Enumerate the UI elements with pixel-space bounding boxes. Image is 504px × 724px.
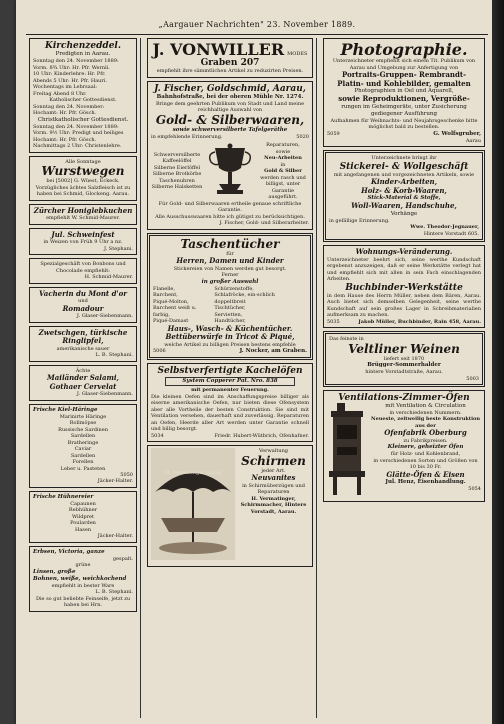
taschentuecher-ad [147, 233, 313, 361]
fischer-addr: Bahnhofstraße, bei der oberen Mühle Nr. 1274. [156, 93, 304, 100]
photo-loc: Aarau [465, 137, 481, 144]
tasch-left-item: Piqué-Damast [153, 318, 189, 324]
vacherin-sub: und [78, 298, 88, 304]
tasch-title: Taschentücher [180, 236, 280, 251]
haering-name: Jäcker-Halter. [97, 478, 133, 484]
christ-line: Nachmittags 2 Uhr: Christenlehre. [33, 143, 122, 149]
gold-title: Gold- & Silberwaaren, [155, 112, 305, 127]
salami-name: J. Glaser-Siebenmann. [76, 391, 133, 397]
tasch-left-item: Piqué-Molton, [153, 298, 189, 305]
vonw-name: J. VONWILLER [152, 40, 285, 59]
schirm-title: Schirmen [241, 453, 306, 468]
bonbons-body: Spezialgeschäft von Bonbons und Chocolade empfiehlt: [40, 261, 126, 274]
haering-item: Sardellen [70, 452, 96, 459]
zwetsch-title: Zwetschgen, türkische [38, 327, 128, 337]
trophy-cup-icon [207, 142, 253, 200]
wohnung-ad [323, 245, 485, 328]
velt-pre: Das feinste in [329, 336, 364, 342]
heiz-sig: Jul. Henz, Eisenhandlung. [385, 479, 466, 485]
photo-line: Platin- und Kohlebilder, gemalten [337, 78, 471, 88]
woll-title: Woll-Waaren, Handschuhe, [351, 201, 457, 210]
stick-title: Stickerei- & Wollgeschäft [339, 161, 469, 172]
haering-item: Bratheringe [67, 439, 99, 446]
tasch-left-list [153, 286, 214, 325]
kirch-title: Kirchenzeddel. [45, 41, 121, 51]
gold-left-block [151, 152, 203, 191]
vonw-sub: empfiehlt ihre sämmtlichen Artikel zu reduzirten Preisen. [156, 68, 304, 74]
haering-item: Russische Sardinen [58, 426, 108, 433]
scan-edge [492, 0, 504, 724]
woh-body: Unterzeichneter beehrt sich, seine werthe Kundschaft ergebenst anzuzeigen, daß er seine Werkstätte verlegt hat und empfiehlt sich mit allen in sein Fach einschlagenden Arbeiten. [327, 256, 481, 282]
tasch-right-item: Schlafröcke, ein-schlich doppeltbreit [214, 292, 275, 305]
buch-num: 5035 [327, 318, 340, 325]
tasch-right-item: Tischtücher, [214, 305, 246, 311]
photo-line: Portraits-Gruppen- Rembrandt- [342, 70, 466, 79]
vent-neu: Neueste, zeitweilig beste Konstruktion aus der [371, 416, 480, 429]
kleinere-title: Kleinere, geheizter Öfen [387, 444, 464, 450]
schirm-name: H. Vermatinger, Schirmmacher, Hintere Vorstadt, Aarau. [240, 495, 307, 515]
bohnen: Bohnen, weiße, weichkochend [33, 575, 127, 582]
veltliner-ad [323, 331, 485, 387]
haering-title: Frische Kiel-Häringe [33, 406, 98, 413]
tasch-right-item: Handtücher, [214, 318, 246, 324]
photo-line: gediegener Ausführung [371, 110, 437, 117]
huehner-item: Wildpret [71, 513, 94, 520]
haering-num: 5050 [120, 472, 133, 478]
fischer-sub: Bringe dem geehrten Publikum von Stadt und Land meine reichhaltige Auswahl von [155, 100, 305, 113]
kachel-3: mit permanenter Feuerung. [191, 387, 269, 393]
bonbons-name: H. Schmid-Maurer. [84, 274, 133, 280]
salami-pre: Ächte [75, 367, 91, 374]
wurst-body: Vorzügliches ächtes Salzfleisch ist zu haben bei Schmid, Glockeng. Aarau. [35, 184, 131, 197]
ringli-name: L. B. Stephani. [95, 352, 133, 358]
stick-rec: in gefällige Erinnerung. [329, 217, 390, 224]
bett-sub: welche Artikel zu billigen Preisen bestens empfehle [164, 341, 296, 348]
vent-fab2: zu Fabrikpreisen. [403, 437, 448, 444]
vent-num: 5054 [468, 486, 481, 492]
gold-rec: in empfehlende Erinnerung. [151, 133, 223, 140]
gold-right-item: in [280, 161, 286, 168]
huehner-title: Frische Hühnereier [33, 493, 94, 500]
kirchenzeddel-ad [29, 38, 137, 153]
kirch-line: 10 Uhr: Kinderlehre: Hr. Pfr. [33, 71, 106, 77]
velt-sub: liefert seit 1870 [383, 355, 425, 362]
kachel-body: Die kleinen Oefen sind im Anschaffungspreise billiger als eiserne amerikanische Oefen, nur bieten diese Ofensystem aber alle Vortheile der besten Construktion. Sie sind mit Ventilation versehen, dauerhaft und zuverlässig. Reparaturen an Oefen, Heerde aller Art werden unter Garantie schnell und billig besorgt. [151, 393, 309, 432]
ringli-title: Ringlipfel, [62, 336, 104, 345]
velt-title: Veltliner Weinen [348, 341, 460, 356]
schirm-neu: Neuvanites [251, 473, 296, 482]
photo-num: 5059 [327, 130, 340, 137]
gold-sub: sowie schwerversilberte Tafelgeräthe [172, 126, 288, 133]
salami-2: Gothaer Cervelat [49, 381, 117, 391]
newspaper-page [16, 0, 492, 724]
schirm-ad [147, 445, 313, 567]
kirch-line: Freitag Abend 8 Uhr. [33, 90, 87, 97]
kirch-sub: Predigten in Aarau. [55, 51, 111, 57]
tasch-4: Ferner [221, 272, 239, 278]
salami-ad [29, 365, 137, 401]
gold-line: Für Gold- und Silberwaaren ertheile genaue schriftliche Garantie. [158, 200, 302, 213]
stick-sig: Wwe. Theodor-Jegnauer, [410, 224, 479, 230]
vonw-modes: MODES [287, 51, 308, 57]
schweinef-name: J. Stephani. [104, 245, 133, 252]
stove-illustration-icon [327, 403, 367, 499]
christ-line: Hochamt: Hr. Pfr. Gösch. [33, 136, 97, 143]
tasch-left-item: Flanelle, [153, 285, 175, 292]
column-middle [144, 38, 317, 718]
buch-sig: Jakob Müller, Buchbinder, Rain 458, Aarau. [358, 318, 481, 325]
vent-sub2: in verschiedenen Nummern. [389, 409, 462, 416]
photo-sub: Unterzeichneter empfiehlt sich einem Tit. Publikum von Aarau und Umgebung zur Anfertigung von [332, 58, 476, 71]
gold-sig: J. Fischer, Gold- und Silberarbeiter. [219, 220, 309, 226]
column-left [26, 38, 141, 718]
schirm-pre: Verwaltung [258, 448, 288, 454]
christ-line: Sonntag den 24. November 1889: [33, 123, 119, 130]
vacherin-2: Romadour [62, 303, 104, 313]
erbsen-title: Erbsen, Victoria, ganze [33, 548, 105, 555]
tasch-5: in großer Auswahl [201, 278, 259, 285]
gold-right-item: sowie [275, 148, 291, 155]
tasch-left-item: Barchent weiß u. farbig, [153, 305, 197, 318]
schirm-text [238, 448, 309, 564]
zwetschgen-ad [29, 326, 137, 362]
huehner-item: Hasen [74, 526, 92, 533]
bett-num: 5006 [153, 348, 166, 354]
vonwiller-ad [147, 38, 313, 78]
zuercher-ad [29, 204, 137, 225]
vacherin-name: J. Glaser-Siebenmann. [76, 313, 133, 319]
stick-addr: Hintere Vorstadt 605. [423, 230, 479, 237]
haering-ad [29, 404, 137, 488]
vent-sub: mit Ventilation & Circulation [385, 402, 466, 409]
vonw-addr: Graben 207 [200, 58, 260, 68]
buch-body: in dem Hause des Herrn Müller, neben dem Bären, Aarau. Auch bietet sich demselben Gelegenheit, seine werthe Kundschaft auf sein großes Lager in Schreibmaterialien aufmerksam zu machen. [327, 292, 481, 318]
gold-right-item: Neu-Arbeiten [264, 155, 302, 161]
kirch-line: Sonntag den 24. November: [33, 103, 105, 110]
page-header: „Aargauer Nachrichten" 23. November 1889. [26, 20, 488, 35]
vent-text [370, 403, 481, 499]
gold-left-item: Silberne Halsketten [151, 184, 203, 191]
gold-right-item: Reparaturen, [266, 142, 300, 148]
fischer-ad [147, 81, 313, 230]
gold-left-item: Schwerversilberte Kaffeelöffel [153, 151, 201, 165]
footer-note: Die so gut beliebte Feinseife, jetzt zu haben bei Hrn. [35, 595, 131, 608]
kirch-line: Abends 5 Uhr: Hr. Pfr. Hauri. [33, 77, 107, 84]
vorhaenge: Vorhänge [390, 210, 418, 217]
christ-line: Vorm. 9½ Uhr: Predigt und heiliges [33, 130, 124, 136]
velt-num: 5003 [466, 375, 479, 382]
stick-sub: mit angefangenen und vorgezeichneten Artikeln, sowie [333, 171, 475, 178]
wurst-title: Wurstwegen [41, 164, 125, 178]
zuercher-title: Zürcher Honiglebkuchen [33, 205, 133, 215]
wurst-sub: bei [5002] G. Wüest, Eckeck. [46, 178, 120, 184]
haering-item: Leber u. Pasteten [60, 465, 106, 472]
vent-title: Ventilations-Zimmer-Öfen [338, 392, 470, 403]
stickerei-ad [323, 150, 485, 242]
photographie-ad [323, 38, 485, 147]
kachel-num: 5034 [151, 432, 164, 439]
fischer-name: J. Fischer, Goldschmid, Aarau, [154, 83, 306, 94]
kachelofen-ad [147, 363, 313, 442]
buch-title: Buchbinder-Werkstätte [345, 282, 463, 293]
glaette-title: Glätte-Öfen & Eisen [386, 469, 465, 479]
kleinere-3: in verschiedenen Sorten und Größen von 10 bis 30 Fr. [373, 457, 478, 470]
tasch-3: Stickereien von Namen werden gut besorgt. [173, 265, 287, 272]
linsen: Linsen, große [33, 568, 76, 575]
christ-title: Christkatholischer Gottesdienst. [37, 116, 129, 123]
kachel-title: Selbstverfertigte Kachelöfen [157, 366, 303, 376]
erbsen-sub: gespalt. [112, 555, 133, 562]
gold-right-item: Gold & Silber [264, 168, 302, 174]
bohnen-name: L. B. Stephani. [95, 589, 133, 595]
velt-3: hintere Vorstadtstraße, Aarau. [365, 369, 443, 375]
huehner-item: Rebhühner [68, 507, 98, 513]
kirch-line: Vorm. 8¾ Uhr: Hr. Pfr. Wernli. [33, 64, 110, 71]
bonbons-ad [29, 258, 137, 284]
erbsen-gruen: grüne [75, 562, 91, 568]
gold-right-sub: werden rasch und billigst, unter Garantie ausgeführt. [260, 174, 306, 200]
kirch-line: Katholischer Gottesdienst. [49, 97, 117, 103]
photo-line: sowie Reproduktionen, Vergröße- [338, 94, 470, 103]
tasch-right-item: Schürzenstoffe, [214, 285, 254, 292]
holz-title: Holz- & Korb-Waaren, [361, 185, 447, 195]
gold-left-item: Silberne Brotkörbe [152, 171, 202, 178]
tasch-2: Herren, Damen und Kinder [176, 256, 284, 265]
stick-pre: Unterzeichnete bringt ihr [371, 155, 437, 161]
photo-line: rungen im Geheimgeräte, unter Zusicherung [341, 103, 467, 110]
schirm-sign-text: M. Vermatinger Aarau [164, 470, 222, 476]
haering-item: Marinirte Häringe [59, 413, 107, 420]
kirch-line: Hochamt: Hr. Pfr. Gösch. [33, 110, 97, 116]
kinder-title: Kinder-Arbeiten, [370, 177, 438, 186]
salami-title: Mailänder Salami, [47, 373, 119, 382]
ventilation-ad [323, 390, 485, 502]
huehner-ad [29, 491, 137, 543]
schweinef-body: in Weizen von Früh 9 Uhr a nz. [43, 239, 123, 245]
bohnen-sub: empfiehlt in bester Ware [51, 582, 115, 589]
schirm-sub: jeder Art. [261, 467, 286, 474]
photo-sig: G. Wolfsgruber, [433, 130, 481, 137]
vacherin-ad [29, 287, 137, 323]
photo-foot: Aufnahmen für Weihnachts- und Neujahrsgeschenke bitte möglichst bald zu bestellen. [330, 117, 478, 130]
haus-title: Haus-, Wasch- & Küchentücher. [167, 323, 293, 333]
haering-item: Rollmöpse [69, 420, 97, 426]
kachel-sub: System Copperer Pat. Nro. 838 [165, 377, 295, 386]
schweinefest-ad [29, 228, 137, 256]
umbrella-illustration-icon [151, 448, 235, 560]
kirch-line: Wochentags im Lehrsaal: [33, 84, 97, 90]
column-right [320, 38, 488, 718]
erbsen-ad [29, 546, 137, 612]
tasch-left-item: Barchent, [153, 292, 178, 298]
photo-line: Photographien in Oel und Aquarell, [354, 88, 454, 94]
huehner-name: Jäcker-Halter. [97, 533, 133, 539]
velt-sub2: Brügger-Sommerhalder [367, 362, 441, 368]
kirch-line: Sonntag den 24. November 1889: [33, 58, 119, 64]
wurstwegen-ad [29, 156, 137, 201]
kachel-sig: Friedr. Hubert-Wüthrich, Ofenhafner. [214, 432, 309, 439]
photo-title: Photographie. [340, 40, 468, 59]
gold-num: 5020 [296, 133, 309, 140]
huehner-item: Poularden [70, 520, 96, 526]
gold-end: Alle Ausschusswaaren bitte ich gütigst zu berücksichtigen. [155, 213, 305, 220]
schweinef-title: Jul. Schweinfest [51, 229, 115, 239]
gold-right-block [257, 142, 309, 201]
gold-left-item: Silberne Eierlöffel [153, 164, 201, 171]
haering-item: Forellen [72, 459, 94, 465]
gold-left-item: Taschenuhren [159, 177, 195, 184]
tasch-right-list [214, 286, 307, 325]
schirm-rec: in Schirmüberzügen und Reparaturen [242, 482, 305, 495]
haering-item: Sardellen [70, 433, 96, 439]
tasch-right-item: Servietten, [214, 311, 243, 318]
vacherin-title: Vacherin du Mont d'or [39, 288, 127, 298]
bett-sig: J. Nocker, am Graben. [239, 348, 307, 354]
ringli-sub: amerikanische sauer [56, 345, 110, 352]
wurst-pre: Alle Sonntage [65, 158, 101, 165]
huehner-item: Capaunen [70, 500, 96, 507]
kleinere-sub: für Holz- und Kohlenbrand, [390, 451, 461, 457]
bett-title: Bettüberwürfe in Tricot & Piqué, [165, 332, 295, 341]
tasch-sub: für [226, 250, 234, 257]
stick-mat: Stick-Material & Stoffe, [367, 195, 441, 201]
woh-title: Wohnungs-Veränderung. [355, 247, 453, 256]
zuercher-sub: empfiehlt W. Schmid-Maurer. [46, 215, 120, 221]
haering-item: Caviar [74, 446, 92, 452]
vent-fab: Ofenfabrik Oberburg [384, 428, 467, 437]
